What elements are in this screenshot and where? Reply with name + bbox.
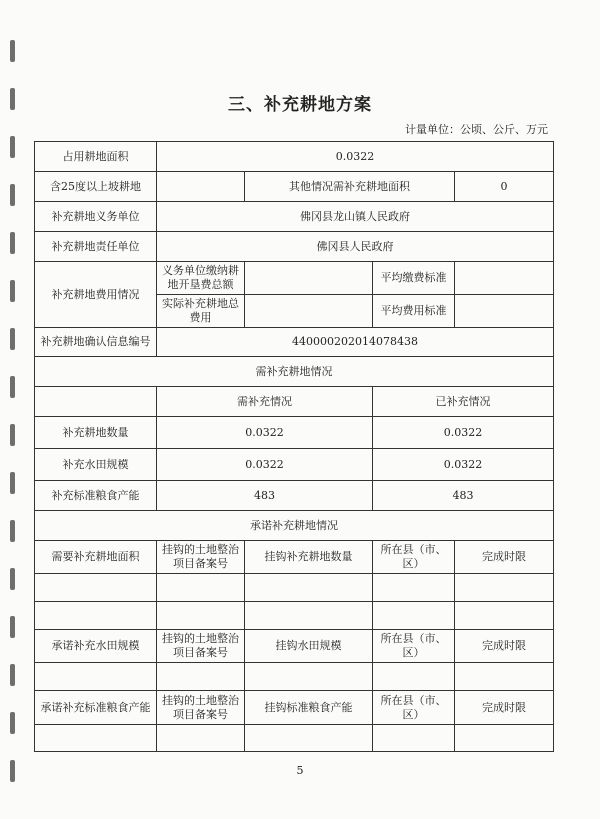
empty-cell bbox=[35, 663, 157, 691]
promise-group-label: 承诺补充水田规模 bbox=[35, 630, 157, 663]
table-row bbox=[35, 602, 554, 630]
need-item-done: 483 bbox=[373, 481, 554, 511]
empty-cell bbox=[373, 663, 455, 691]
promise-group-label: 需要补充耕地面积 bbox=[35, 541, 157, 574]
confirm-no-value: 440000202014078438 bbox=[157, 328, 554, 357]
need-header-blank bbox=[35, 387, 157, 417]
table-row bbox=[35, 511, 554, 541]
empty-cell bbox=[455, 663, 554, 691]
obligation-unit-label: 补充耕地义务单位 bbox=[35, 202, 157, 232]
confirm-no-label: 补充耕地确认信息编号 bbox=[35, 328, 157, 357]
empty-cell bbox=[35, 574, 157, 602]
table-row bbox=[35, 691, 554, 725]
need-item-label: 补充水田规模 bbox=[35, 449, 157, 481]
other-area-value: 0 bbox=[455, 172, 554, 202]
empty-cell bbox=[245, 663, 373, 691]
empty-cell bbox=[35, 602, 157, 630]
cost-sub1-std-label: 平均缴费标准 bbox=[373, 262, 455, 295]
table-row bbox=[35, 449, 554, 481]
done-col-header: 已补充情况 bbox=[373, 387, 554, 417]
table-row bbox=[35, 481, 554, 511]
responsible-unit-label: 补充耕地责任单位 bbox=[35, 232, 157, 262]
promise-section-title: 承诺补充耕地情况 bbox=[35, 511, 554, 541]
empty-cell bbox=[157, 725, 245, 752]
responsible-unit-value: 佛冈县人民政府 bbox=[157, 232, 554, 262]
binder-hole bbox=[10, 616, 15, 638]
slope-label: 含25度以上坡耕地 bbox=[35, 172, 157, 202]
binder-hole bbox=[10, 136, 15, 158]
table-row bbox=[35, 357, 554, 387]
promise-group-project: 挂钩的土地整治项目备案号 bbox=[157, 691, 245, 725]
table-row bbox=[35, 387, 554, 417]
binder-hole bbox=[10, 712, 15, 734]
table-row bbox=[35, 232, 554, 262]
need-item-need: 0.0322 bbox=[157, 417, 373, 449]
cost-sub1-label: 义务单位缴纳耕地开垦费总额 bbox=[157, 262, 245, 295]
binder-hole bbox=[10, 328, 15, 350]
empty-cell bbox=[245, 602, 373, 630]
page-number: 5 bbox=[296, 764, 304, 777]
promise-group-county: 所在县（市、区） bbox=[373, 630, 455, 663]
table-row bbox=[35, 630, 554, 663]
table-row bbox=[35, 663, 554, 691]
binder-hole bbox=[10, 568, 15, 590]
need-col-header: 需补充情况 bbox=[157, 387, 373, 417]
promise-group-project: 挂钩的土地整治项目备案号 bbox=[157, 630, 245, 663]
table-row bbox=[35, 541, 554, 574]
need-item-label: 补充标准粮食产能 bbox=[35, 481, 157, 511]
promise-group-deadline: 完成时限 bbox=[455, 630, 554, 663]
need-item-done: 0.0322 bbox=[373, 449, 554, 481]
table-row bbox=[35, 202, 554, 232]
cost-sub2-label: 实际补充耕地总费用 bbox=[157, 295, 245, 328]
land-supplement-table bbox=[34, 141, 554, 752]
other-area-label: 其他情况需补充耕地面积 bbox=[245, 172, 455, 202]
empty-cell bbox=[373, 602, 455, 630]
promise-group-measure: 挂钩补充耕地数量 bbox=[245, 541, 373, 574]
empty-cell bbox=[373, 574, 455, 602]
promise-group-county: 所在县（市、区） bbox=[373, 691, 455, 725]
table-row bbox=[35, 574, 554, 602]
binder-hole bbox=[10, 184, 15, 206]
empty-cell bbox=[455, 602, 554, 630]
cost-sub2-std-value bbox=[455, 295, 554, 328]
empty-cell bbox=[157, 574, 245, 602]
empty-cell bbox=[373, 725, 455, 752]
unit-note: 计量单位：公顷、公斤、万元 bbox=[405, 123, 548, 136]
binder-hole bbox=[10, 664, 15, 686]
need-item-need: 0.0322 bbox=[157, 449, 373, 481]
empty-cell bbox=[245, 725, 373, 752]
empty-cell bbox=[157, 663, 245, 691]
need-item-need: 483 bbox=[157, 481, 373, 511]
need-item-label: 补充耕地数量 bbox=[35, 417, 157, 449]
promise-group-deadline: 完成时限 bbox=[455, 541, 554, 574]
table-row bbox=[35, 417, 554, 449]
promise-group-measure: 挂钩水田规模 bbox=[245, 630, 373, 663]
binder-hole bbox=[10, 424, 15, 446]
cost-sub1-value bbox=[245, 262, 373, 295]
binder-hole bbox=[10, 40, 15, 62]
table-row bbox=[35, 725, 554, 752]
binder-hole bbox=[10, 520, 15, 542]
binder-hole bbox=[10, 376, 15, 398]
need-section-title: 需补充耕地情况 bbox=[35, 357, 554, 387]
empty-cell bbox=[245, 574, 373, 602]
table-row bbox=[35, 328, 554, 357]
binder-holes bbox=[10, 0, 22, 819]
promise-group-deadline: 完成时限 bbox=[455, 691, 554, 725]
empty-cell bbox=[455, 574, 554, 602]
promise-group-measure: 挂钩标准粮食产能 bbox=[245, 691, 373, 725]
promise-group-project: 挂钩的土地整治项目备案号 bbox=[157, 541, 245, 574]
empty-cell bbox=[157, 602, 245, 630]
cost-label: 补充耕地费用情况 bbox=[35, 262, 157, 328]
table-row bbox=[35, 262, 554, 295]
empty-cell bbox=[35, 725, 157, 752]
need-item-done: 0.0322 bbox=[373, 417, 554, 449]
table-row bbox=[35, 142, 554, 172]
binder-hole bbox=[10, 232, 15, 254]
binder-hole bbox=[10, 472, 15, 494]
cost-sub1-std-value bbox=[455, 262, 554, 295]
page-title: 三、补充耕地方案 bbox=[228, 95, 372, 115]
slope-value bbox=[157, 172, 245, 202]
cost-sub2-std-label: 平均费用标准 bbox=[373, 295, 455, 328]
empty-cell bbox=[455, 725, 554, 752]
promise-group-county: 所在县（市、区） bbox=[373, 541, 455, 574]
promise-group-label: 承诺补充标准粮食产能 bbox=[35, 691, 157, 725]
obligation-unit-value: 佛冈县龙山镇人民政府 bbox=[157, 202, 554, 232]
occupied-area-value: 0.0322 bbox=[157, 142, 554, 172]
cost-sub2-value bbox=[245, 295, 373, 328]
table-row bbox=[35, 172, 554, 202]
occupied-area-label: 占用耕地面积 bbox=[35, 142, 157, 172]
binder-hole bbox=[10, 280, 15, 302]
